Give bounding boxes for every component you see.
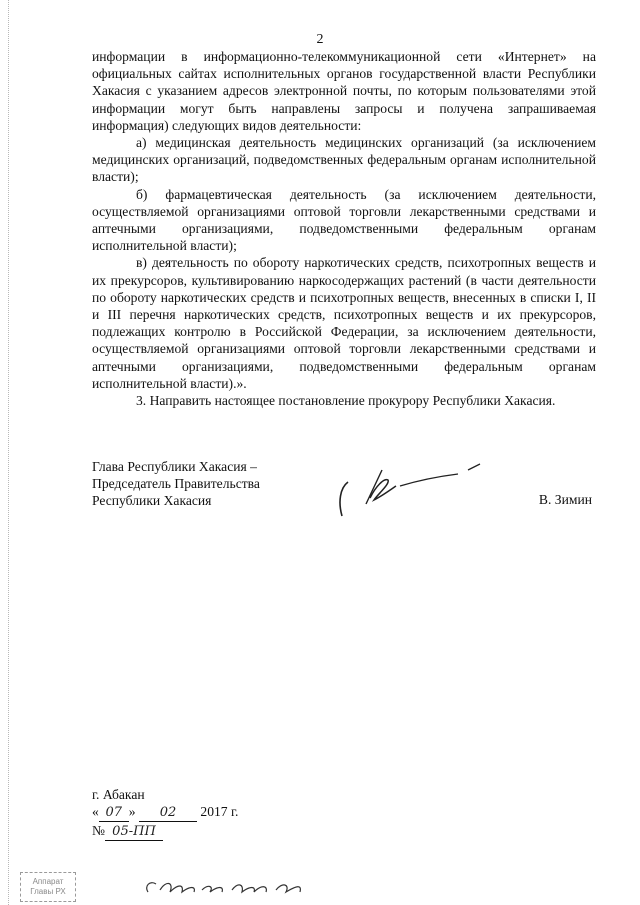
handwritten-signature <box>330 456 490 526</box>
date-quote-open: « <box>92 804 99 819</box>
stamp-line-1: Аппарат <box>32 877 64 886</box>
paragraph-intro: информации в информационно-телекоммуникационной сети «Интернет» на официальных сайтах исполнительных органов государственной власти Республики Хакасия с указанием адресов электронной почты, по которым пользователями этой информации могут быть направлены запросы и получена запрашиваемая информация) следующих видов деятельности: <box>92 49 596 133</box>
handwritten-note <box>140 872 340 902</box>
registry-stamp <box>20 872 76 902</box>
left-margin-dotted-line <box>8 0 9 905</box>
document-number: 05-ПП <box>105 823 163 841</box>
date-quote-close: » <box>128 804 136 819</box>
signatory-title-line-3: Республики Хакасия <box>92 493 212 508</box>
signatory-title-line-2: Председатель Правительства <box>92 476 260 491</box>
date-day: 07 <box>99 804 129 822</box>
date-year: 2017 г. <box>200 804 239 819</box>
place-date-block <box>92 786 238 841</box>
document-body <box>92 48 596 409</box>
paragraph-item-a: а) медицинская деятельность медицинских организаций (за исключением медицинских организаций, подведомственных федеральным органам исполнительной власти); <box>92 135 596 185</box>
signatory-title-line-1: Глава Республики Хакасия – <box>92 459 257 474</box>
signatory-name: В. Зимин <box>538 492 592 507</box>
date-month: 02 <box>139 804 197 822</box>
paragraph-item-b: б) фармацевтическая деятельность (за исключением деятельности, осуществляемой организациями оптовой торговли лекарственными средствами и аптечными организациями, подведомственными федеральным органам исполнительной власти); <box>92 186 596 254</box>
document-number-line <box>92 822 238 841</box>
page-number: 2 <box>316 32 324 47</box>
signatory-title <box>92 458 260 509</box>
document-number-prefix: № <box>92 823 105 838</box>
stamp-line-2: Главы РХ <box>30 887 66 896</box>
paragraph-item-c: в) деятельность по обороту наркотических средств, психотропных веществ и их прекурсоров, культивированию наркосодержащих растений (в части деятельности по обороту наркотических средств и психотропных веществ, внесенных в списки I, II и III перечня наркотических средств, психотропных веществ и их прекурсоров, подлежащих контролю в Российской Федерации, за исключением деятельности, осуществляемой организациями оптовой торговли лекарственными средствами и аптечными организациями, подведомственными федеральным органам исполнительной власти).». <box>92 255 596 391</box>
city: г. Абакан <box>92 787 145 802</box>
date-line <box>92 803 238 822</box>
paragraph-point-3: 3. Направить настоящее постановление прокурору Республики Хакасия. <box>136 393 556 409</box>
